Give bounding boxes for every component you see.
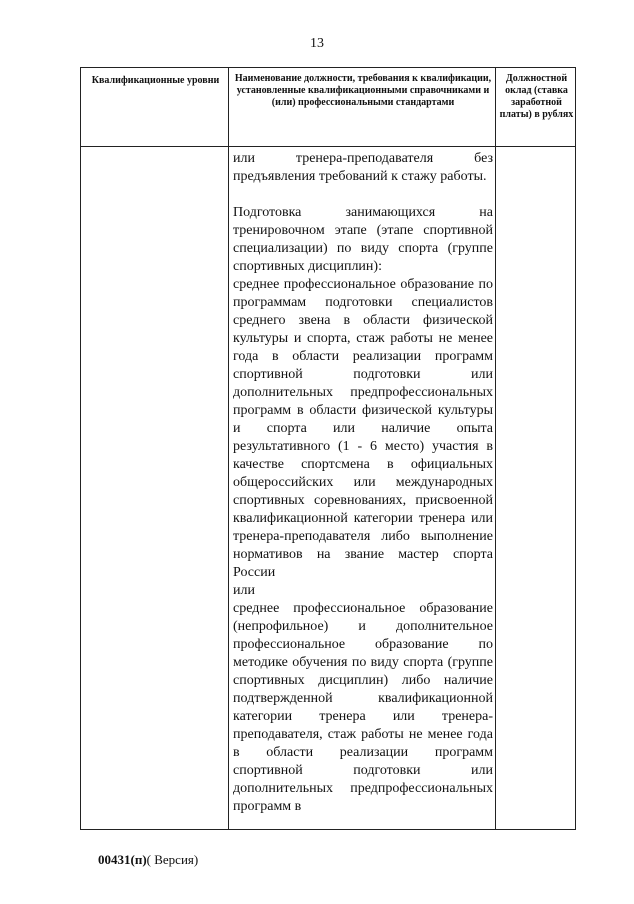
- requirement-paragraph: или: [233, 583, 255, 598]
- header-position-requirements: Наименование должности, требования к квалификации, установленные квалификационными справочниками и (или) профессиональными стандартами: [234, 73, 492, 108]
- requirement-paragraph: среднее профессиональное образование по программам подготовки специалистов среднего звена в области физической культуры и спорта, стаж работы не менее года в области реализации программ спортивной подготовки или дополнительных предпрофессиональных программ в области физической культуры и спорта или наличие опыта результативного (1 - 6 место) участия в качестве спортсмена в официальных общероссийских или международных спортивных соревнованиях, присвоенной квалификационной категории тренера или тренера-преподавателя либо выполнение нормативов на звание мастер спорта России: [233, 277, 493, 580]
- column-divider: [228, 68, 229, 829]
- header-qualification-levels: Квалификационные уровни: [91, 75, 220, 86]
- qualification-table: [80, 67, 576, 830]
- column-divider: [495, 68, 496, 829]
- document-version: ( Версия): [146, 852, 199, 867]
- document-code: 00431(п): [98, 852, 147, 867]
- page-number: 13: [310, 36, 324, 51]
- requirement-paragraph: Подготовка занимающихся на тренировочном этапе (этапе спортивной специализации) по виду спорта (группе спортивных дисциплин):: [233, 205, 493, 274]
- requirement-paragraph: среднее профессиональное образование (непрофильное) и дополнительное профессиональное образование по методике обучения по виду спорта (группе спортивных дисциплин) либо наличие подтвержденной квалификационной категории тренера или тренера-преподавателя, стаж работы не менее года в области реализации программ спортивной подготовки или дополнительных предпрофессиональных программ в: [233, 601, 493, 814]
- header-divider: [81, 146, 575, 147]
- document-footer: [98, 852, 198, 868]
- paragraph-gap: [233, 186, 493, 204]
- requirement-paragraph: или тренера-преподавателя без предъявления требований к стажу работы.: [233, 151, 493, 184]
- requirements-cell: [233, 150, 493, 816]
- header-salary: Должностной оклад (ставка заработной платы) в рублях: [499, 73, 574, 120]
